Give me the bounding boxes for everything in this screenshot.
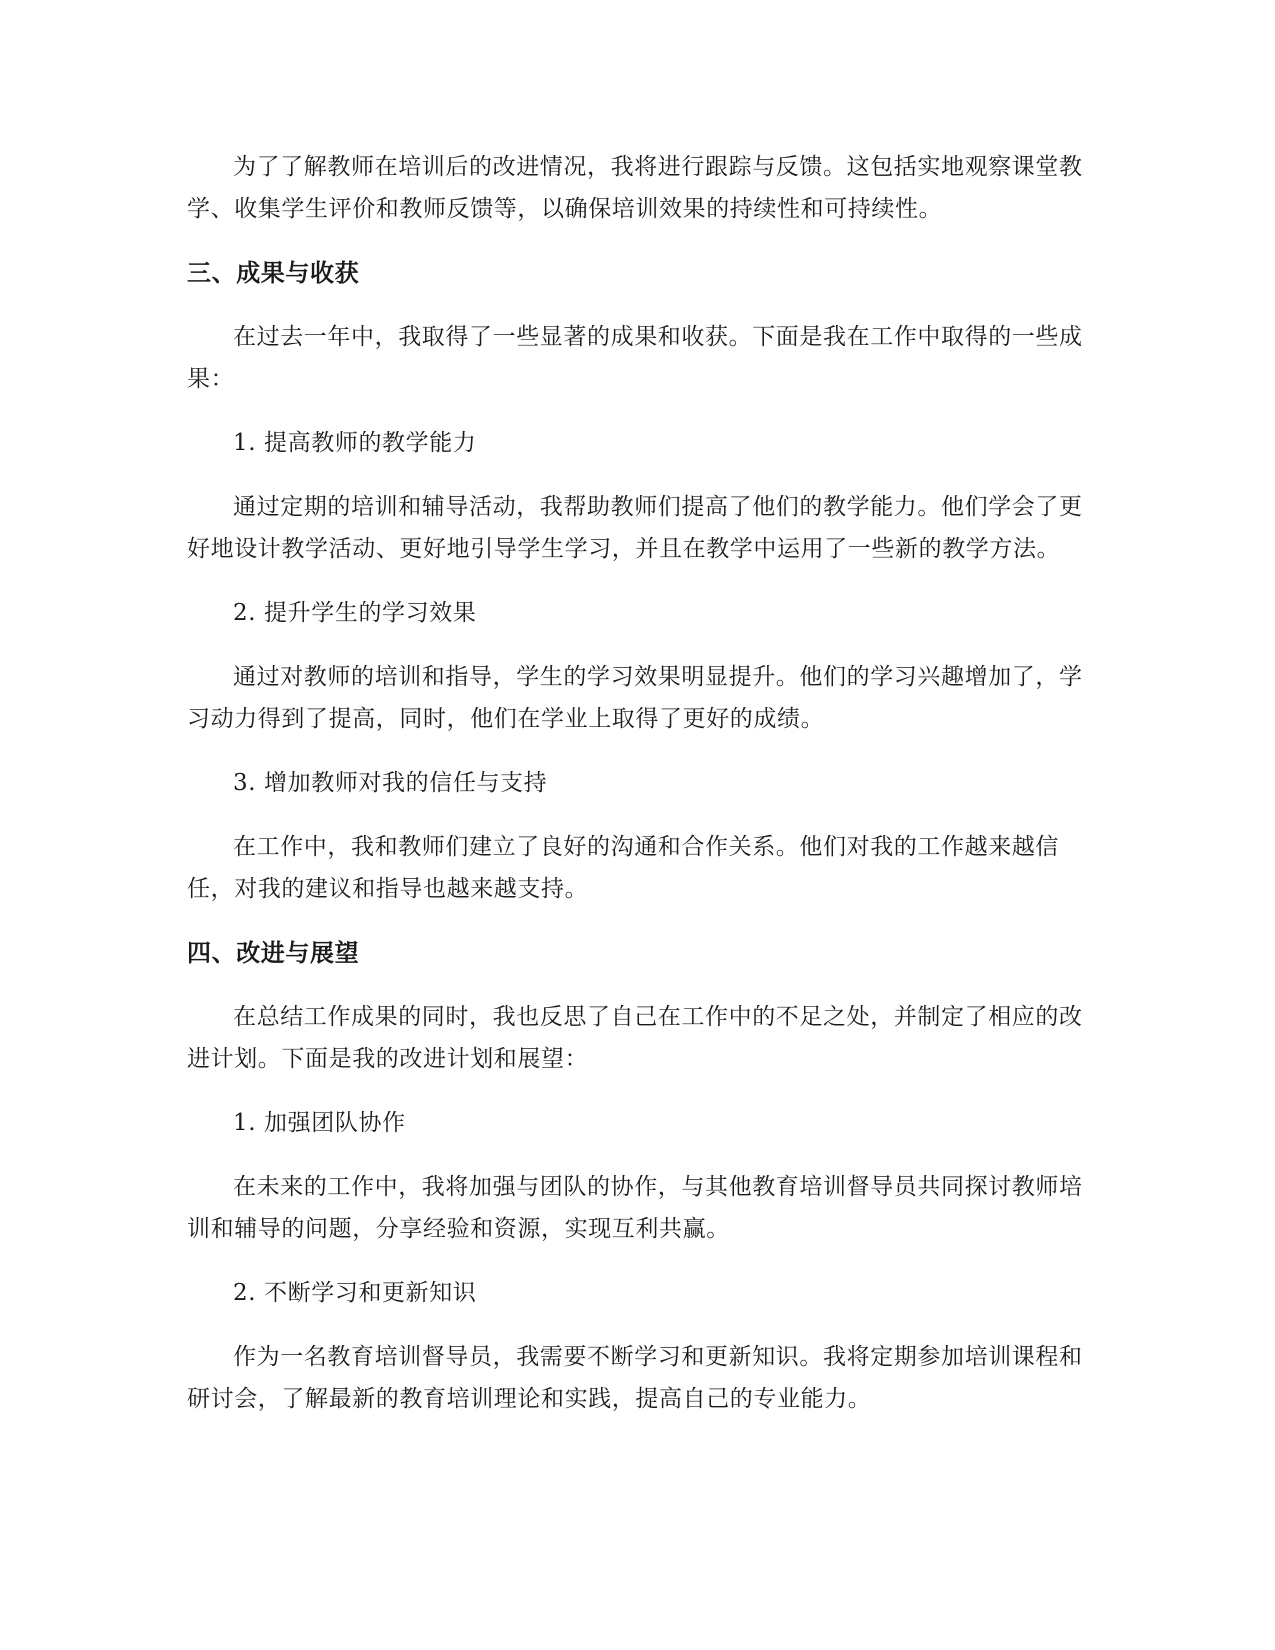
paragraph-teacher-trust: 在工作中，我和教师们建立了良好的沟通和合作关系。他们对我的工作越来越信任，对我的建议和指导也越来越支持。	[187, 834, 1059, 902]
section-heading-results: 三、成果与收获	[187, 259, 360, 287]
paragraph-student-learning: 通过对教师的培训和指导，学生的学习效果明显提升。他们的学习兴趣增加了，学习动力得到了提高，同时，他们在学业上取得了更好的成绩。	[187, 664, 1083, 732]
list-item-student-learning: 2. 提升学生的学习效果	[233, 600, 477, 626]
list-item-continuous-learning: 2. 不断学习和更新知识	[233, 1280, 477, 1306]
paragraph-teaching-ability: 通过定期的培训和辅导活动，我帮助教师们提高了他们的教学能力。他们学会了更好地设计教学活动、更好地引导学生学习，并且在教学中运用了一些新的教学方法。	[187, 494, 1083, 562]
paragraph-continuous-learning: 作为一名教育培训督导员，我需要不断学习和更新知识。我将定期参加培训课程和研讨会，了解最新的教育培训理论和实践，提高自己的专业能力。	[187, 1344, 1083, 1412]
paragraph-results-intro: 在过去一年中，我取得了一些显著的成果和收获。下面是我在工作中取得的一些成果：	[187, 324, 1083, 392]
paragraph-tracking-feedback: 为了了解教师在培训后的改进情况，我将进行跟踪与反馈。这包括实地观察课堂教学、收集学生评价和教师反馈等，以确保培训效果的持续性和可持续性。	[187, 154, 1083, 222]
list-item-teamwork: 1. 加强团队协作	[233, 1110, 406, 1136]
list-item-teaching-ability: 1. 提高教师的教学能力	[233, 430, 477, 456]
paragraph-teamwork: 在未来的工作中，我将加强与团队的协作，与其他教育培训督导员共同探讨教师培训和辅导的问题，分享经验和资源，实现互利共赢。	[187, 1174, 1083, 1242]
document-page	[187, 146, 1087, 1442]
list-item-teacher-trust: 3. 增加教师对我的信任与支持	[233, 770, 548, 796]
section-heading-improvement: 四、改进与展望	[187, 939, 360, 967]
paragraph-improvement-intro: 在总结工作成果的同时，我也反思了自己在工作中的不足之处，并制定了相应的改进计划。下面是我的改进计划和展望：	[187, 1004, 1083, 1072]
